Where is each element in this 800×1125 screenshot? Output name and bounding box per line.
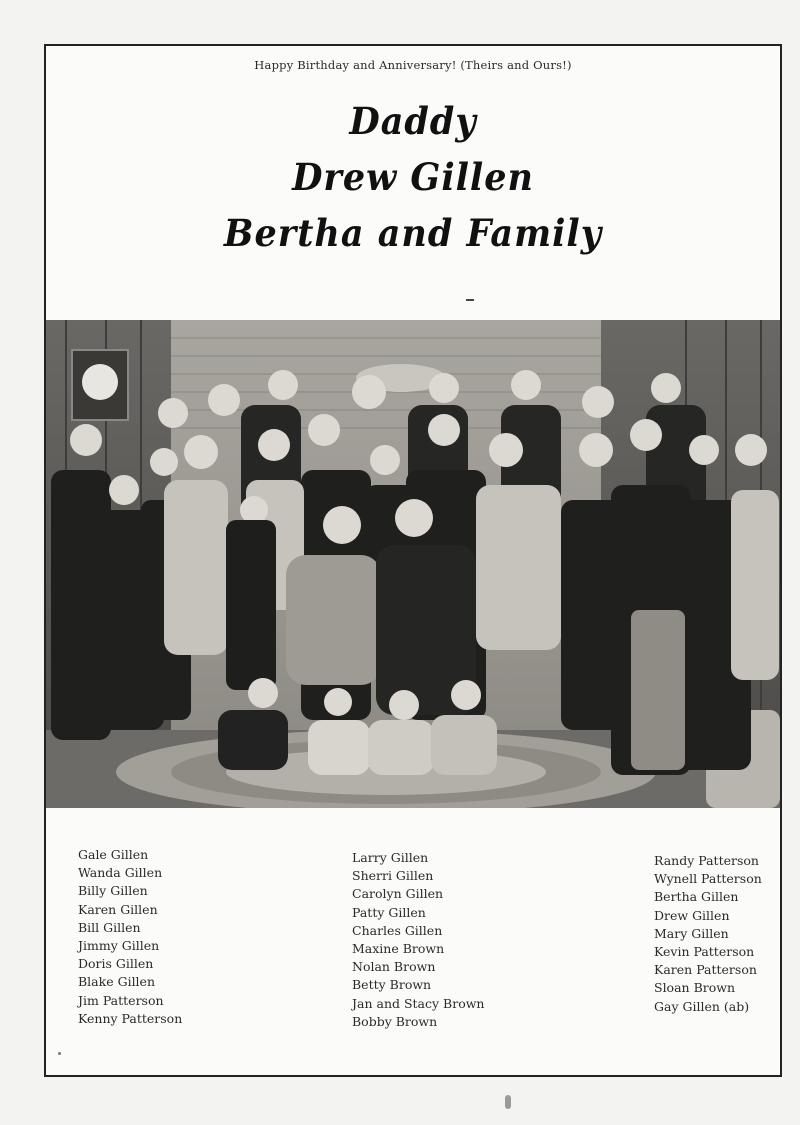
list-item: Doris Gillen (78, 956, 154, 972)
list-item: Mary Gillen (654, 925, 729, 941)
names-column-2 (352, 849, 484, 1031)
list-item: Blake Gillen (78, 974, 156, 990)
list-item: Bill Gillen (78, 919, 141, 935)
list-item: Kenny Patterson (78, 1010, 183, 1026)
list-item: Sloan Brown (654, 980, 735, 996)
list-item: Jimmy Gillen (78, 938, 160, 954)
list-item: Karen Gillen (78, 901, 158, 917)
title-line-2: Drew Gillen (292, 155, 534, 200)
list-item: Karen Patterson (654, 962, 757, 978)
list-item: Bertha Gillen (654, 889, 739, 905)
list-item: Larry Gillen (352, 850, 429, 865)
list-item: Jan and Stacy Brown (352, 995, 485, 1011)
list-item: Nolan Brown (352, 959, 436, 975)
dash-mark (466, 299, 474, 301)
list-item: Wanda Gillen (78, 865, 163, 881)
paper-speck (505, 1095, 511, 1109)
list-item: Maxine Brown (352, 941, 445, 957)
title-line-1: Daddy (349, 99, 477, 144)
list-item: Drew Gillen (654, 907, 730, 923)
list-item: Patty Gillen (352, 904, 426, 920)
list-item: Bobby Brown (352, 1013, 438, 1029)
names-column-3 (654, 852, 762, 1016)
list-item: Kevin Patterson (654, 944, 755, 960)
title-block (46, 94, 780, 262)
names-column-1 (78, 846, 182, 1028)
tagline: Happy Birthday and Anniversary! (Theirs and Ours!) (254, 58, 572, 72)
list-item: Randy Patterson (654, 853, 759, 868)
list-item: Betty Brown (352, 977, 432, 993)
list-item: Carolyn Gillen (352, 886, 444, 902)
page-frame (44, 44, 782, 1077)
list-item: Wynell Patterson (654, 871, 762, 887)
title-line-3: Bertha and Family (223, 211, 603, 256)
list-item: Charles Gillen (352, 922, 443, 938)
list-item: Billy Gillen (78, 883, 148, 899)
list-item: Jim Patterson (78, 992, 164, 1008)
list-item: Sherri Gillen (352, 868, 434, 884)
family-photo-illustration (46, 320, 780, 808)
family-photo (46, 320, 780, 808)
list-item: Gale Gillen (78, 847, 149, 862)
list-item: Gay Gillen (ab) (654, 998, 750, 1014)
paper-speck (58, 1052, 61, 1055)
